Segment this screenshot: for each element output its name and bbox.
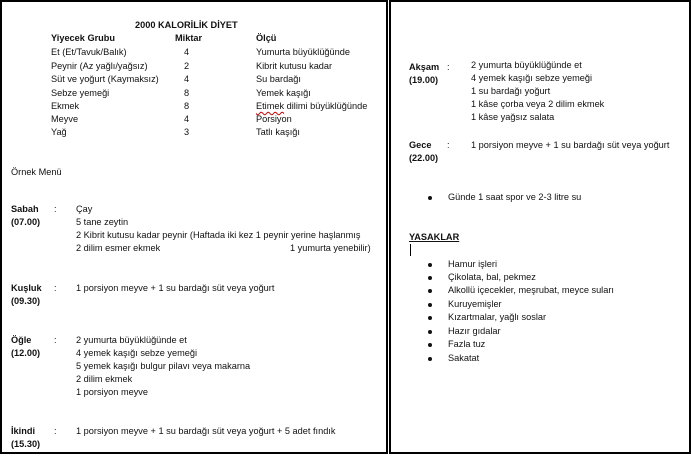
table-cell-amount: 4 [184,114,190,124]
meal-item: 1 porsiyon meyve + 1 su bardağı süt veya yoğurt [76,283,275,293]
table-cell-amount: 8 [184,88,190,98]
forbidden-item: Çikolata, bal, pekmez [448,272,536,282]
meal-name-kusluk: Kuşluk [11,283,42,293]
meal-time-gece: (22.00) [409,153,439,163]
forbidden-item: Hazır gıdalar [448,326,501,336]
forbidden-item: Hamur işleri [448,259,498,269]
bullet-icon [428,343,432,347]
header-amount: Miktar [175,33,203,43]
bullet-icon [428,276,432,280]
table-cell-amount: 8 [184,101,190,111]
table-cell-group: Yağ [51,127,67,137]
meal-name-gece: Gece [409,140,432,150]
meal-item: Çay [76,204,93,214]
table-cell-amount: 2 [184,61,190,71]
forbidden-item: Alkollü içecekler, meşrubat, meyce suları [448,285,614,295]
meal-item: 2 yumurta büyüklüğünde et [76,335,187,345]
measure-rest: dilimi büyüklüğünde [284,101,368,111]
table-cell-measure: Tatlı kaşığı [256,127,300,137]
meal-colon: : [447,62,450,72]
table-cell-group: Et (Et/Tavuk/Balık) [51,47,127,57]
meal-colon: : [447,140,450,150]
text-cursor [410,244,411,256]
meal-item: 1 su bardağı yoğurt [471,86,551,96]
bullet-icon [428,289,432,293]
meal-item: 5 tane zeytin [76,217,129,227]
table-cell-measure: Su bardağı [256,74,301,84]
meal-item: 1 kâse yağsız salata [471,112,555,122]
meal-item: 1 porsiyon meyve + 1 su bardağı süt veya yoğurt [471,140,670,150]
header-measure: Ölçü [256,33,277,43]
meal-colon: : [54,426,57,436]
meal-item: 4 yemek kaşığı sebze yemeği [76,348,198,358]
bullet-icon [428,330,432,334]
forbidden-item: Fazla tuz [448,339,486,349]
table-cell-amount: 4 [184,47,190,57]
table-cell-measure: Kibrit kutusu kadar [256,61,333,71]
forbidden-item: Kuruyemişler [448,299,502,309]
bullet-icon [428,303,432,307]
meal-colon: : [54,283,57,293]
meal-time-ikindi: (15.30) [11,439,41,449]
table-cell-group: Süt ve yoğurt (Kaymaksız) [51,74,159,84]
table-cell-group: Sebze yemeği [51,88,110,98]
meal-colon: : [54,335,57,345]
meal-item: 1 yumurta yenebilir) [290,243,371,253]
meal-name-ikindi: İkindi [11,426,35,436]
forbidden-item: Sakatat [448,353,480,363]
meal-item: 4 yemek kaşığı sebze yemeği [471,73,593,83]
meal-time-sabah: (07.00) [11,217,41,227]
table-cell-measure [256,101,367,112]
exercise-note: Günde 1 saat spor ve 2-3 litre su [448,192,582,202]
meal-item: 2 Kibrit kutusu kadar peynir (Haftada iki kez 1 peynir yerine haşlanmış [76,230,361,240]
meal-item: 1 kâse çorba veya 2 dilim ekmek [471,99,605,109]
meal-time-aksam: (19.00) [409,75,439,85]
table-cell-measure: Porsiyon [256,114,292,124]
meal-item: 2 dilim ekmek [76,374,133,384]
bullet-icon [428,357,432,361]
meal-item: 5 yemek kaşığı bulgur pilavı veya makarna [76,361,251,371]
meal-name-sabah: Sabah [11,204,39,214]
meal-item: 2 dilim esmer ekmek [76,243,161,253]
meal-time-ogle: (12.00) [11,348,41,358]
bullet-icon [428,316,432,320]
meal-item: 1 porsiyon meyve [76,387,149,397]
forbidden-heading: YASAKLAR [409,232,460,242]
meal-name-ogle: Öğle [11,335,32,345]
table-cell-group: Peynir (Az yağlı/yağsız) [51,61,148,71]
menu-heading: Örnek Menü [11,167,62,177]
table-cell-measure: Yemek kaşığı [256,88,311,98]
meal-item: 1 porsiyon meyve + 1 su bardağı süt veya yoğurt + 5 adet fındık [76,426,336,436]
meal-time-kusluk: (09.30) [11,296,41,306]
table-cell-amount: 3 [184,127,190,137]
table-cell-group: Meyve [51,114,79,124]
right-page [389,0,691,454]
bullet-icon [428,196,432,200]
meal-item: 2 yumurta büyüklüğünde et [471,60,582,70]
forbidden-item: Kızartmalar, yağlı soslar [448,312,547,322]
bullet-icon [428,263,432,267]
diet-title: 2000 KALORİLİK DİYET [135,20,238,30]
table-cell-group: Ekmek [51,101,80,111]
header-food-group: Yiyecek Grubu [51,33,115,43]
spellcheck-word[interactable]: Etimek [256,101,285,111]
table-cell-measure: Yumurta büyüklüğünde [256,47,350,57]
meal-name-aksam: Akşam [409,62,440,72]
table-cell-amount: 4 [184,74,190,84]
meal-colon: : [54,204,57,214]
